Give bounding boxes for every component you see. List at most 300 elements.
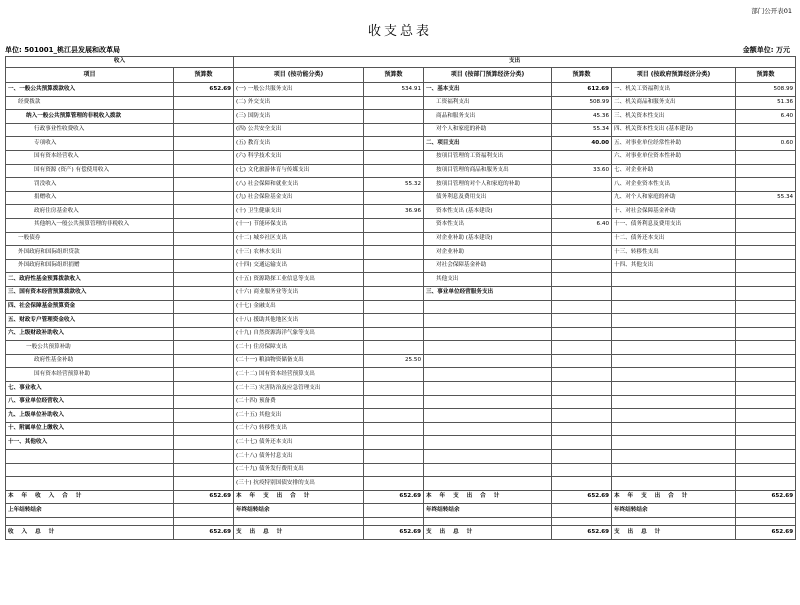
- col-budget-header: 预算数: [174, 68, 234, 83]
- income-item: 国有资本经营预算补助: [6, 368, 174, 382]
- gov-item: [612, 409, 736, 423]
- gov-item: 三、机关资本性支出: [612, 110, 736, 124]
- dept-value: [552, 450, 612, 464]
- income-item: 二、政府性基金预算拨款收入: [6, 273, 174, 287]
- income-value: [174, 178, 234, 192]
- gov-item: [612, 341, 736, 355]
- gov-item: 二、机关商品和服务支出: [612, 96, 736, 110]
- dept-value: [552, 259, 612, 273]
- table-row: [6, 463, 796, 477]
- table-row: [6, 314, 796, 328]
- income-item: 纳入一般公共预算管理的非税收入拨款: [6, 110, 174, 124]
- dept-item: 一、基本支出: [424, 83, 552, 97]
- func-value: [364, 422, 424, 436]
- gov-value: [736, 409, 796, 423]
- gov-value: 508.99: [736, 83, 796, 97]
- dept-value: [552, 477, 612, 491]
- func-item: (十一) 节能环保支出: [234, 218, 364, 232]
- income-value: [174, 110, 234, 124]
- table-row: [6, 382, 796, 396]
- gov-value: [736, 150, 796, 164]
- func-item: (八) 社会保障和就业支出: [234, 178, 364, 192]
- dept-value: [552, 436, 612, 450]
- dept-value: [552, 232, 612, 246]
- func-value: [364, 218, 424, 232]
- func-value: [364, 341, 424, 355]
- income-item: [6, 450, 174, 464]
- table-row: [6, 205, 796, 219]
- carry-out-value: [552, 504, 612, 518]
- dept-item: [424, 477, 552, 491]
- carry-out-label: 年终结转结余: [612, 504, 736, 518]
- dept-value: 55.34: [552, 123, 612, 137]
- dept-value: [552, 191, 612, 205]
- expense-this-year-label: 本 年 支 出 合 计: [234, 490, 364, 504]
- gov-item: [612, 354, 736, 368]
- gov-item: 十三、转移性支出: [612, 246, 736, 260]
- income-item: 八、事业单位经营收入: [6, 395, 174, 409]
- gov-value: [736, 341, 796, 355]
- gov-item: [612, 300, 736, 314]
- func-item: (九) 社会保险基金支出: [234, 191, 364, 205]
- table-row: [6, 273, 796, 287]
- expense-this-year-label: 本 年 支 出 合 计: [612, 490, 736, 504]
- expense-total-label: 支 出 总 计: [612, 526, 736, 540]
- dept-item: 按项目管理的工资福利支出: [424, 150, 552, 164]
- func-value: [364, 191, 424, 205]
- table-row: [6, 341, 796, 355]
- func-item: (十) 卫生健康支出: [234, 205, 364, 219]
- dept-value: [552, 314, 612, 328]
- dept-item: [424, 409, 552, 423]
- income-item: 六、上级财政补助收入: [6, 327, 174, 341]
- carry-in-value: [174, 504, 234, 518]
- income-item: 一般公共预算补助: [6, 341, 174, 355]
- income-value: [174, 450, 234, 464]
- dept-value: 508.99: [552, 96, 612, 110]
- table-row: [6, 286, 796, 300]
- carry-out-value: [364, 504, 424, 518]
- func-value: [364, 246, 424, 260]
- func-value: [364, 395, 424, 409]
- table-row: [6, 137, 796, 151]
- dept-value: [552, 286, 612, 300]
- gov-value: [736, 368, 796, 382]
- expense-total-label: 支 出 总 计: [234, 526, 364, 540]
- col-func-header: 项目 (按功能分类): [234, 68, 364, 83]
- expense-func-total-value: 652.69: [364, 490, 424, 504]
- income-item: 十、附属单位上缴收入: [6, 422, 174, 436]
- gov-item: [612, 463, 736, 477]
- func-item: (二十二) 国有资本经营预算支出: [234, 368, 364, 382]
- dept-item: [424, 368, 552, 382]
- dept-value: [552, 368, 612, 382]
- dept-item: [424, 422, 552, 436]
- table-row: [6, 123, 796, 137]
- income-item: 其他纳入一般公共预算管理的非税收入: [6, 218, 174, 232]
- func-value: [364, 137, 424, 151]
- func-item: (十五) 资源勘探工业信息等支出: [234, 273, 364, 287]
- col-budget-header: 预算数: [736, 68, 796, 83]
- carry-in-label: 上年结转结余: [6, 504, 174, 518]
- table-row: [6, 246, 796, 260]
- func-value: [364, 110, 424, 124]
- income-item: 国有资本经营收入: [6, 150, 174, 164]
- gov-value: [736, 286, 796, 300]
- income-item: 九、上级单位补助收入: [6, 409, 174, 423]
- unit-label: 单位: 501001_桃江县发展和改革局: [5, 46, 120, 54]
- dept-item: 二、项目支出: [424, 137, 552, 151]
- income-value: [174, 314, 234, 328]
- table-row: [6, 96, 796, 110]
- func-value: [364, 286, 424, 300]
- income-value: [174, 477, 234, 491]
- func-item: (二十五) 其他支出: [234, 409, 364, 423]
- expense-total-value: 652.69: [552, 526, 612, 540]
- carry-row: [6, 504, 796, 518]
- income-item: 专项收入: [6, 137, 174, 151]
- dept-item: [424, 354, 552, 368]
- func-value: 25.50: [364, 354, 424, 368]
- page-title: 收支总表: [367, 24, 432, 39]
- table-row: [6, 150, 796, 164]
- income-item: 一、一般公共预算拨款收入: [6, 83, 174, 97]
- dept-item: 按项目管理的对个人和家庭的补助: [424, 178, 552, 192]
- func-item: (二十一) 粮油物资储备支出: [234, 354, 364, 368]
- table-row: [6, 422, 796, 436]
- income-item: 外国政府和国际组织捐赠: [6, 259, 174, 273]
- func-value: [364, 477, 424, 491]
- income-this-year-label: 本 年 收 入 合 计: [6, 490, 174, 504]
- gov-item: [612, 327, 736, 341]
- func-item: (三十) 抗疫特别国债安排的支出: [234, 477, 364, 491]
- dept-value: 33.60: [552, 164, 612, 178]
- table-row: [6, 368, 796, 382]
- func-value: [364, 314, 424, 328]
- group-header-row: [6, 57, 796, 68]
- income-value: [174, 218, 234, 232]
- dept-value: [552, 463, 612, 477]
- income-header: 收入: [6, 57, 234, 68]
- dept-item: [424, 341, 552, 355]
- func-item: (十九) 自然资源海洋气象等支出: [234, 327, 364, 341]
- dept-item: [424, 382, 552, 396]
- income-value: [174, 463, 234, 477]
- func-value: [364, 368, 424, 382]
- total-row-this-year: [6, 490, 796, 504]
- table-row: [6, 218, 796, 232]
- income-item: 一般债券: [6, 232, 174, 246]
- gov-value: [736, 246, 796, 260]
- income-value: [174, 286, 234, 300]
- gov-value: [736, 205, 796, 219]
- table-number-label: 部门公开表01: [751, 7, 792, 15]
- income-total-value: 652.69: [174, 526, 234, 540]
- dept-item: [424, 395, 552, 409]
- gov-value: [736, 477, 796, 491]
- gov-item: 十、对社会保障基金补助: [612, 205, 736, 219]
- dept-value: [552, 273, 612, 287]
- func-value: [364, 409, 424, 423]
- income-total-label: 收 入 总 计: [6, 526, 174, 540]
- expense-gov-total-value: 652.69: [736, 490, 796, 504]
- gov-value: [736, 300, 796, 314]
- income-value: [174, 395, 234, 409]
- income-value: [174, 327, 234, 341]
- gov-item: 五、对事业单位经常性补助: [612, 137, 736, 151]
- dept-value: [552, 354, 612, 368]
- income-item: 国有资源 (资产) 有偿使用收入: [6, 164, 174, 178]
- income-item: 政府性基金补助: [6, 354, 174, 368]
- dept-item: 对个人和家庭的补助: [424, 123, 552, 137]
- gov-item: 四、机关资本性支出 (基本建设): [612, 123, 736, 137]
- gov-value: [736, 273, 796, 287]
- dept-item: 按项目管理的商品和服务支出: [424, 164, 552, 178]
- income-item: 七、事业收入: [6, 382, 174, 396]
- dept-value: 45.36: [552, 110, 612, 124]
- dept-value: 6.40: [552, 218, 612, 232]
- income-item: 政府住房基金收入: [6, 205, 174, 219]
- func-value: [364, 327, 424, 341]
- dept-value: [552, 395, 612, 409]
- income-item: 捐赠收入: [6, 191, 174, 205]
- gov-item: 十四、其他支出: [612, 259, 736, 273]
- dept-value: 40.00: [552, 137, 612, 151]
- carry-out-label: 年终结转结余: [234, 504, 364, 518]
- gov-item: [612, 450, 736, 464]
- gov-value: [736, 232, 796, 246]
- func-value: [364, 300, 424, 314]
- gov-value: [736, 259, 796, 273]
- table-row: [6, 83, 796, 97]
- col-dept-header: 项目 (按部门预算经济分类): [424, 68, 552, 83]
- column-header-row: [6, 68, 796, 83]
- table-row: [6, 354, 796, 368]
- income-item: 四、社会保障基金预算资金: [6, 300, 174, 314]
- table-row: [6, 395, 796, 409]
- col-budget-header: 预算数: [364, 68, 424, 83]
- func-value: [364, 273, 424, 287]
- gov-value: [736, 354, 796, 368]
- gov-value: [736, 382, 796, 396]
- gov-value: [736, 314, 796, 328]
- table-row: [6, 110, 796, 124]
- func-item: (三) 国防支出: [234, 110, 364, 124]
- gov-item: [612, 286, 736, 300]
- income-value: [174, 191, 234, 205]
- table-row: [6, 259, 796, 273]
- gov-item: [612, 395, 736, 409]
- col-gov-header: 项目 (按政府预算经济分类): [612, 68, 736, 83]
- dept-item: [424, 450, 552, 464]
- income-value: [174, 137, 234, 151]
- gov-value: [736, 463, 796, 477]
- gov-item: [612, 422, 736, 436]
- table-row: [6, 232, 796, 246]
- income-item: 三、国有资本经营预算拨款收入: [6, 286, 174, 300]
- income-item: 五、财政专户管理资金收入: [6, 314, 174, 328]
- func-item: (二十六) 转移性支出: [234, 422, 364, 436]
- amount-unit-label: 金额单位: 万元: [742, 46, 790, 54]
- func-item: (五) 教育支出: [234, 137, 364, 151]
- gov-item: [612, 477, 736, 491]
- income-value: [174, 436, 234, 450]
- gov-value: [736, 123, 796, 137]
- func-item: (一) 一般公共服务支出: [234, 83, 364, 97]
- gov-item: [612, 436, 736, 450]
- gov-value: [736, 436, 796, 450]
- func-item: (十八) 援助其他地区支出: [234, 314, 364, 328]
- func-item: (二十三) 灾害防治及应急管理支出: [234, 382, 364, 396]
- dept-item: 商品和服务支出: [424, 110, 552, 124]
- dept-value: [552, 409, 612, 423]
- income-item: [6, 463, 174, 477]
- func-item: (六) 科学技术支出: [234, 150, 364, 164]
- dept-value: [552, 300, 612, 314]
- income-value: [174, 205, 234, 219]
- table-row: [6, 450, 796, 464]
- func-value: [364, 463, 424, 477]
- gov-value: [736, 327, 796, 341]
- gov-item: [612, 314, 736, 328]
- func-item: (十二) 城乡社区支出: [234, 232, 364, 246]
- table-row: [6, 327, 796, 341]
- gov-item: [612, 382, 736, 396]
- col-item-header: 项目: [6, 68, 174, 83]
- dept-item: [424, 436, 552, 450]
- table-row: [6, 178, 796, 192]
- func-value: [364, 382, 424, 396]
- gov-value: [736, 422, 796, 436]
- dept-value: [552, 246, 612, 260]
- income-value: [174, 123, 234, 137]
- gov-value: [736, 164, 796, 178]
- gov-item: 八、对企业资本性支出: [612, 178, 736, 192]
- dept-value: [552, 150, 612, 164]
- dept-value: [552, 422, 612, 436]
- func-value: 534.91: [364, 83, 424, 97]
- func-value: [364, 123, 424, 137]
- func-value: 55.32: [364, 178, 424, 192]
- income-value: 652.69: [174, 83, 234, 97]
- func-item: (二) 外交支出: [234, 96, 364, 110]
- income-value: [174, 341, 234, 355]
- income-value: [174, 259, 234, 273]
- dept-item: 对企业补助 (基本建设): [424, 232, 552, 246]
- gov-value: 51.36: [736, 96, 796, 110]
- income-value: [174, 409, 234, 423]
- income-item: 行政事业性收费收入: [6, 123, 174, 137]
- gov-value: 55.34: [736, 191, 796, 205]
- func-value: [364, 96, 424, 110]
- gov-item: 十二、债务还本支出: [612, 232, 736, 246]
- income-value: [174, 368, 234, 382]
- gov-value: 0.60: [736, 137, 796, 151]
- func-item: (七) 文化旅游体育与传媒支出: [234, 164, 364, 178]
- carry-out-label: 年终结转结余: [424, 504, 552, 518]
- income-item: 罚没收入: [6, 178, 174, 192]
- gov-value: 6.40: [736, 110, 796, 124]
- dept-item: 对企业补助: [424, 246, 552, 260]
- income-item: [6, 477, 174, 491]
- dept-item: [424, 300, 552, 314]
- func-value: [364, 450, 424, 464]
- dept-value: 612.69: [552, 83, 612, 97]
- expense-this-year-label: 本 年 支 出 合 计: [424, 490, 552, 504]
- dept-value: [552, 341, 612, 355]
- income-value: [174, 422, 234, 436]
- blank-row: [6, 518, 796, 526]
- func-item: (二十九) 债务发行费用支出: [234, 463, 364, 477]
- dept-item: 资本性支出: [424, 218, 552, 232]
- func-item: (二十七) 债务还本支出: [234, 436, 364, 450]
- gov-item: 十一、债务利息及费用支出: [612, 218, 736, 232]
- grand-total-row: [6, 526, 796, 540]
- func-item: (二十八) 债务付息支出: [234, 450, 364, 464]
- gov-item: 七、对企业补助: [612, 164, 736, 178]
- gov-item: 九、对个人和家庭的补助: [612, 191, 736, 205]
- gov-item: [612, 368, 736, 382]
- func-value: 36.96: [364, 205, 424, 219]
- budget-summary-table: [5, 56, 796, 540]
- table-row: [6, 409, 796, 423]
- income-item: 外国政府和国际组织贷款: [6, 246, 174, 260]
- dept-item: 其他支出: [424, 273, 552, 287]
- expense-total-label: 支 出 总 计: [424, 526, 552, 540]
- gov-value: [736, 178, 796, 192]
- dept-value: [552, 205, 612, 219]
- income-value: [174, 300, 234, 314]
- income-value: [174, 232, 234, 246]
- income-value: [174, 164, 234, 178]
- income-value: [174, 96, 234, 110]
- carry-out-value: [736, 504, 796, 518]
- func-value: [364, 436, 424, 450]
- func-value: [364, 259, 424, 273]
- expense-total-value: 652.69: [364, 526, 424, 540]
- dept-value: [552, 178, 612, 192]
- dept-item: 资本性支出 (基本建设): [424, 205, 552, 219]
- gov-item: 一、机关工资福利支出: [612, 83, 736, 97]
- expense-total-value: 652.69: [736, 526, 796, 540]
- func-item: (二十四) 预备费: [234, 395, 364, 409]
- expense-dept-total-value: 652.69: [552, 490, 612, 504]
- dept-item: [424, 314, 552, 328]
- table-row: [6, 436, 796, 450]
- dept-item: 对社会保障基金补助: [424, 259, 552, 273]
- gov-item: 六、对事业单位资本性补助: [612, 150, 736, 164]
- dept-item: 三、事业单位经营服务支出: [424, 286, 552, 300]
- func-value: [364, 232, 424, 246]
- col-budget-header: 预算数: [552, 68, 612, 83]
- income-value: [174, 354, 234, 368]
- table-row: [6, 477, 796, 491]
- func-item: (十七) 金融支出: [234, 300, 364, 314]
- func-item: (十四) 交通运输支出: [234, 259, 364, 273]
- gov-value: [736, 450, 796, 464]
- income-value: [174, 273, 234, 287]
- func-item: (十三) 农林水支出: [234, 246, 364, 260]
- func-item: (十六) 商业服务业等支出: [234, 286, 364, 300]
- gov-item: [612, 273, 736, 287]
- dept-item: [424, 327, 552, 341]
- dept-item: [424, 463, 552, 477]
- dept-item: 工资福利支出: [424, 96, 552, 110]
- table-row: [6, 164, 796, 178]
- dept-item: 债务利息及费用支出: [424, 191, 552, 205]
- income-value: [174, 382, 234, 396]
- func-value: [364, 150, 424, 164]
